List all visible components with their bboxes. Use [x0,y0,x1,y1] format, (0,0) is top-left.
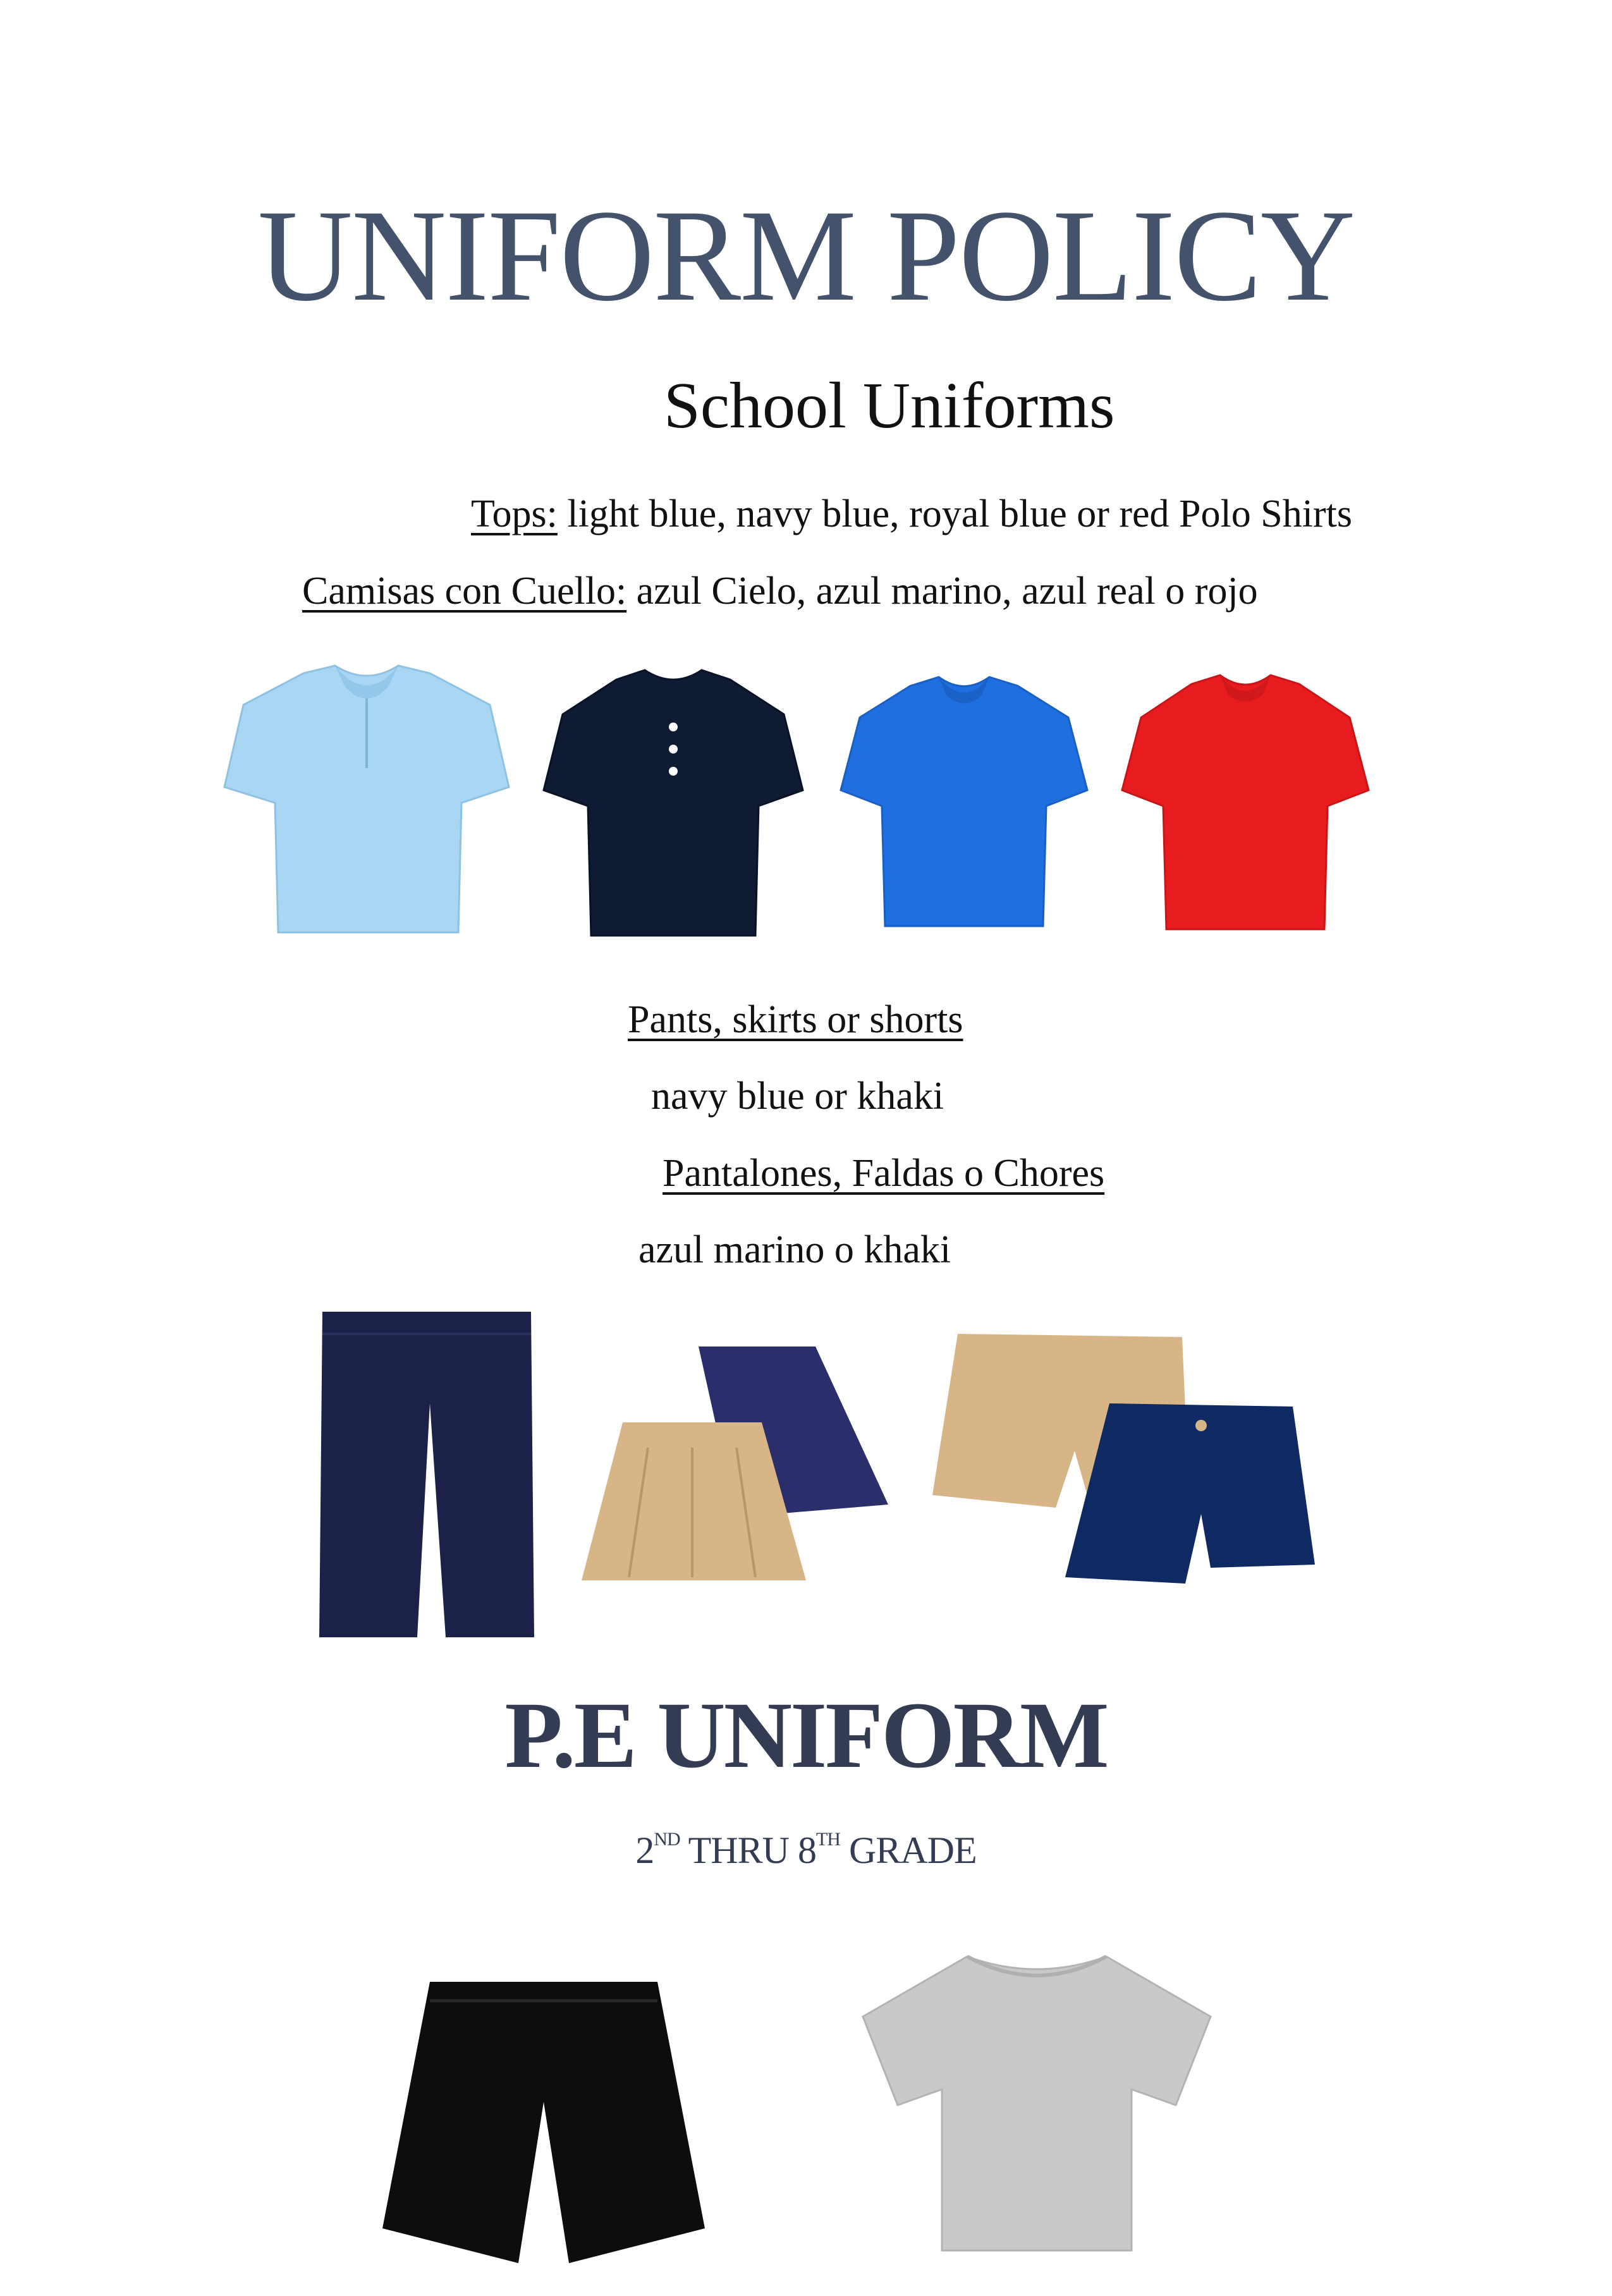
bottoms-colors-text: navy blue or khaki [651,1075,944,1118]
page-title: UNIFORM POLICY [257,183,1355,328]
grade-to: 8 [797,1829,816,1871]
navy-shorts [1065,1403,1315,1584]
grade-to-suffix: TH [815,1829,840,1850]
bottoms-colors-text-spanish: azul marino o khaki [638,1228,951,1271]
red-polo-image [1119,670,1372,936]
skirts-image [578,1340,895,1593]
tops-line [471,494,1352,534]
pants-shape [319,1312,534,1637]
pe-grade-range [0,1830,1612,1869]
camisas-label: Camisas con Cuello: [302,570,627,613]
tshirt-shape [863,1957,1211,2250]
gray-pe-tshirt-image [860,1947,1214,2257]
polo-body [841,677,1087,926]
royal-blue-polo-image [838,673,1090,932]
grade-word: GRADE [840,1829,977,1871]
shorts-shape [382,1982,705,2263]
camisas-text: azul Cielo, azul marino, azul real o rojo [626,570,1258,613]
bottoms-heading: Pants, skirts or shorts [628,998,963,1041]
grade-thru: THRU [680,1829,798,1871]
school-uniforms-heading: School Uniforms [664,369,1115,442]
camisas-line [302,571,1258,611]
tops-text: light blue, navy blue, royal blue or red Polo Shirts [557,492,1352,535]
light-blue-polo-image [218,661,515,939]
navy-pants-image [316,1309,537,1644]
black-pe-shorts-image [379,1975,708,2266]
bottoms-heading-spanish: Pantalones, Faldas o Chores [663,1152,1105,1195]
polo-body [544,670,803,936]
pe-uniform-title: P.E UNIFORM [504,1683,1108,1788]
navy-blue-polo-image [540,664,806,942]
grade-from: 2 [635,1829,654,1871]
shorts-image [929,1331,1321,1590]
tops-label: Tops: [471,492,558,535]
polo-body [1122,675,1369,929]
grade-from-suffix: ND [654,1829,680,1850]
